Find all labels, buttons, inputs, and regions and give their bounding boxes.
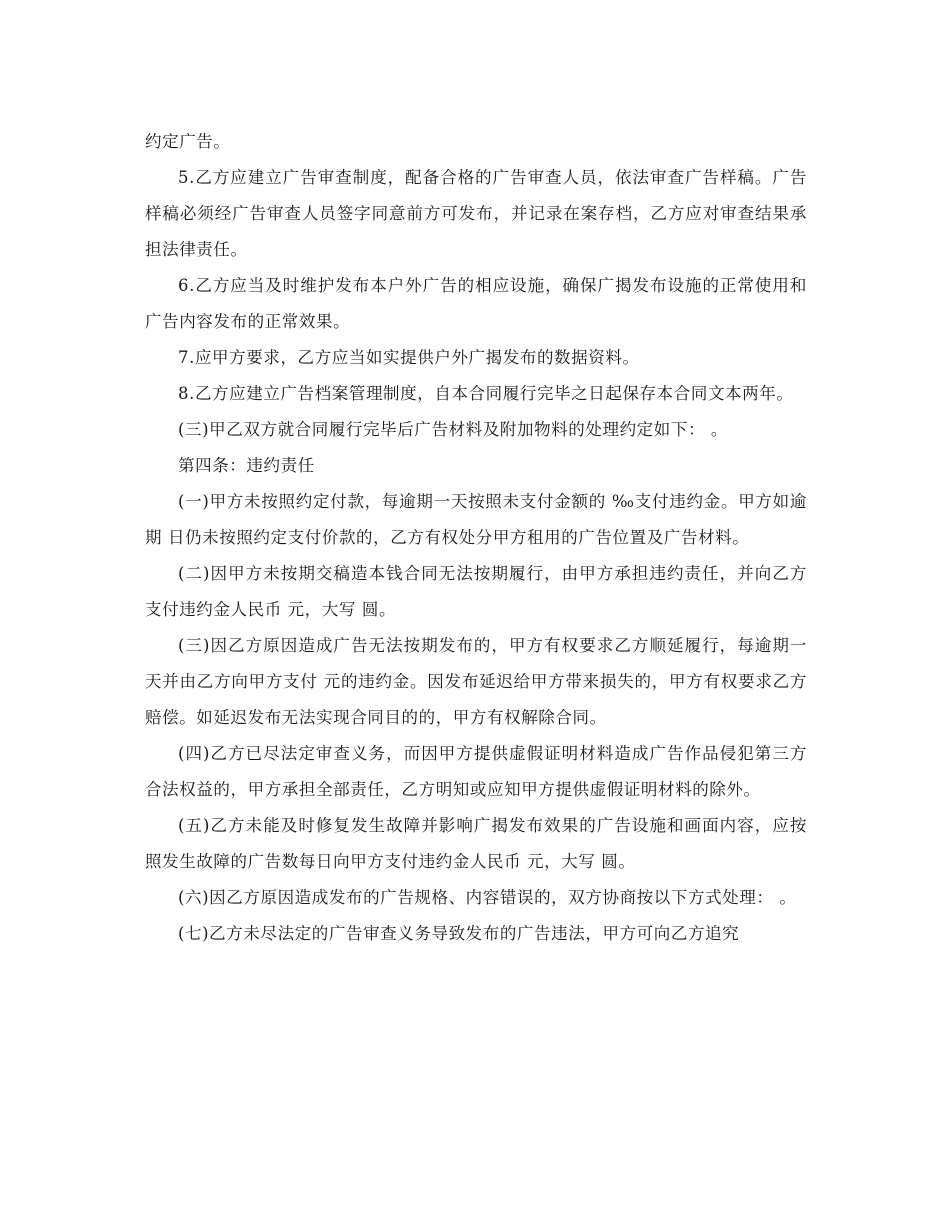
paragraph-4: 7.应甲方要求，乙方应当如实提供户外广揭发布的数据资料。 xyxy=(178,348,640,367)
paragraph-9: (二)因甲方未按期交稿造本钱合同无法按期履行，由甲方承担违约责任，并向乙方支付违约金人民币 元，大写 圆。 xyxy=(145,564,807,619)
section-heading: 第四条：违约责任 xyxy=(178,456,315,475)
document-body xyxy=(145,124,807,952)
paragraph-12: (五)乙方未能及时修复发生故障并影响广揭发布效果的广告设施和画面内容，应按照发生故障的广告数每日向甲方支付违约金人民币 元，大写 圆。 xyxy=(145,816,807,871)
paragraph-14: (七)乙方未尽法定的广告审查义务导致发布的广告违法，甲方可向乙方追究 xyxy=(178,924,740,943)
paragraph-13: (六)因乙方原因造成发布的广告规格、内容错误的，双方协商按以下方式处理： 。 xyxy=(178,888,797,907)
paragraph-3: 6.乙方应当及时维护发布本户外广告的相应设施，确保广揭发布设施的正常使用和广告内容发布的正常效果。 xyxy=(145,276,807,331)
paragraph-10: (三)因乙方原因造成广告无法按期发布的，甲方有权要求乙方顺延履行，每逾期一天并由乙方向甲方支付 元的违约金。因发布延迟给甲方带来损失的，甲方有权要求乙方赔偿。如延迟发布无法实现合同目的的，甲方有权解除合同。 xyxy=(145,636,807,727)
paragraph-8: (一)甲方未按照约定付款，每逾期一天按照未支付金额的 ‰支付违约金。甲方如逾期 日仍未按照约定支付价款的，乙方有权处分甲方租用的广告位置及广告材料。 xyxy=(145,492,807,547)
paragraph-2: 5.乙方应建立广告审查制度，配备合格的广告审查人员，依法审查广告样稿。广告样稿必须经广告审查人员签字同意前方可发布，并记录在案存档，乙方应对审查结果承担法律责任。 xyxy=(145,168,807,259)
paragraph-6: (三)甲乙双方就合同履行完毕后广告材料及附加物料的处理约定如下： 。 xyxy=(178,420,729,439)
paragraph-11: (四)乙方已尽法定审查义务，而因甲方提供虚假证明材料造成广告作品侵犯第三方合法权益的，甲方承担全部责任，乙方明知或应知甲方提供虚假证明材料的除外。 xyxy=(145,744,807,799)
paragraph-5: 8.乙方应建立广告档案管理制度，自本合同履行完毕之日起保存本合同文本两年。 xyxy=(178,384,794,403)
paragraph-1: 约定广告。 xyxy=(145,132,231,151)
